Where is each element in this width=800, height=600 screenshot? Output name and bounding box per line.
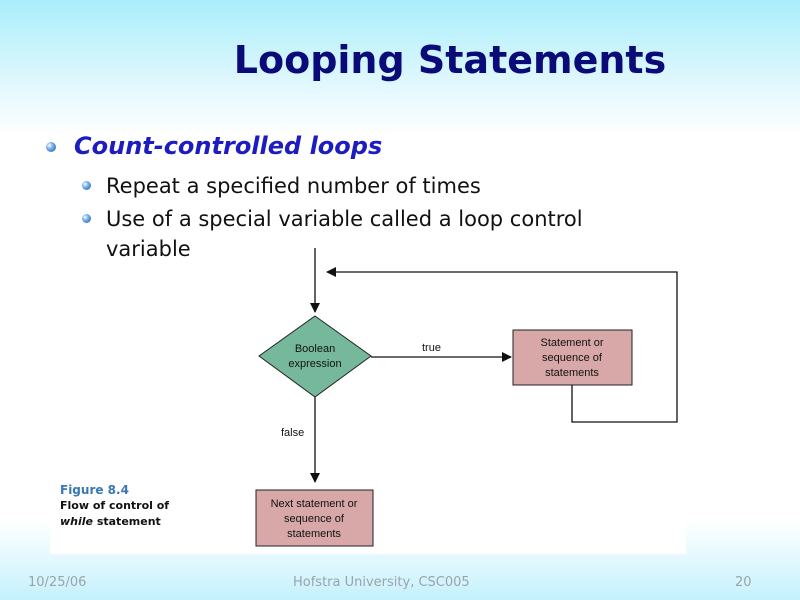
statement-label-3: statements — [545, 367, 599, 379]
figure-desc-line1: Flow of control of — [60, 499, 170, 512]
decision-diamond — [259, 316, 371, 397]
bullet-count-controlled: Count-controlled loops — [74, 132, 383, 160]
figure-number: Figure 8.4 — [60, 483, 129, 497]
figure-caption — [60, 482, 169, 530]
figure-keyword: while — [60, 515, 93, 528]
figure-desc-line2 — [60, 514, 169, 530]
statement-label-1: Statement or — [540, 337, 604, 349]
statement-label-2: sequence of — [542, 352, 602, 364]
footer-date: 10/25/06 — [28, 575, 87, 590]
next-label-1: Next statement or — [270, 498, 358, 510]
slide-title: Looping Statements — [233, 38, 667, 82]
next-label-3: statements — [287, 528, 341, 540]
footer-page-number: 20 — [735, 575, 752, 590]
sub-bullet-2: Use of a special variable called a loop control variable — [106, 207, 583, 261]
decision-label-1: Boolean — [294, 343, 336, 355]
false-label: false — [281, 427, 305, 439]
next-label-2: sequence of — [284, 513, 344, 525]
true-label: true — [422, 342, 441, 354]
footer-center: Hofstra University, CSC005 — [293, 575, 470, 590]
figure-desc-rest: statement — [93, 515, 161, 528]
sub-bullet-1: Repeat a specified number of times — [106, 174, 481, 198]
decision-label-2: expression — [288, 358, 342, 370]
